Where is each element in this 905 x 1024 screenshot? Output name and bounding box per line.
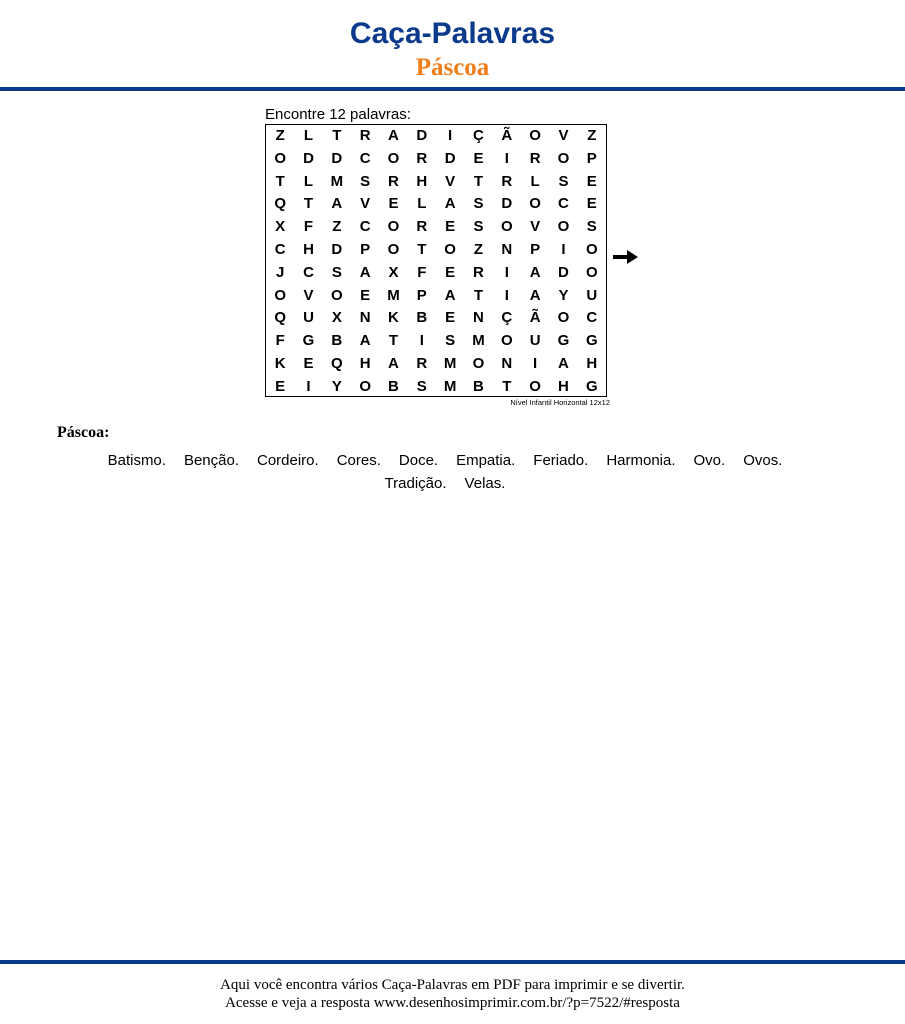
grid-cell: R <box>529 149 541 167</box>
grid-cell: T <box>473 172 484 190</box>
grid-cell: T <box>473 286 484 304</box>
grid-cell: E <box>586 172 597 190</box>
grid-cell: E <box>586 195 597 213</box>
grid-cell: V <box>303 286 314 304</box>
grid-cell: O <box>529 377 541 395</box>
grid-row <box>266 307 606 330</box>
grid-cell: Z <box>587 127 597 144</box>
grid-cell: V <box>558 127 569 144</box>
grid-cell: G <box>302 332 315 350</box>
grid-cell: L <box>530 172 540 190</box>
grid-cell: Ã <box>529 309 541 327</box>
grid-cell: A <box>359 263 371 281</box>
grid-cell: E <box>388 195 399 213</box>
grid-cell: S <box>416 377 427 395</box>
grid-cell: O <box>330 286 343 304</box>
grid-row <box>266 376 606 399</box>
grid-cell: E <box>303 355 314 372</box>
grid-cell: K <box>274 355 286 372</box>
grid-cell: Z <box>275 127 285 144</box>
grid-cell: S <box>473 195 484 213</box>
grid-cell: I <box>419 332 424 350</box>
grid-cell: A <box>359 332 371 350</box>
grid-cell: O <box>557 218 570 236</box>
grid-cell: I <box>448 127 453 144</box>
page-title: Caça-Palavras <box>349 17 556 50</box>
grid-cell: O <box>387 149 400 167</box>
grid-cell: D <box>416 127 428 144</box>
grid-cell: P <box>416 286 427 304</box>
grid-cell: H <box>558 377 569 395</box>
word-list-item: Velas. <box>464 475 506 492</box>
grid-cell: O <box>274 149 286 167</box>
grid-cell: H <box>303 241 314 258</box>
grid-cell: T <box>275 172 285 190</box>
grid-cell: P <box>530 241 541 258</box>
word-search-grid <box>265 124 607 397</box>
grid-cell: H <box>416 172 428 190</box>
grid-row <box>266 330 606 353</box>
word-list-item: Ovos. <box>743 452 783 469</box>
grid-cell: Z <box>332 218 342 236</box>
grid-cell: Y <box>558 286 569 304</box>
grid-cell: Q <box>330 355 343 372</box>
grid-cell: E <box>445 263 456 281</box>
grid-cell: O <box>585 241 598 258</box>
grid-cell: N <box>473 309 484 327</box>
grid-cell: L <box>417 195 427 213</box>
grid-cell: M <box>387 286 400 304</box>
grid-cell: D <box>331 149 343 167</box>
grid-row <box>266 193 606 216</box>
grid-cell: V <box>445 172 456 190</box>
grid-cell: M <box>443 377 457 395</box>
grid-cell: N <box>501 355 513 372</box>
grid-cell: O <box>585 263 598 281</box>
grid-cell: C <box>274 241 286 258</box>
grid-cell: I <box>504 149 509 167</box>
grid-cell: C <box>359 218 371 236</box>
grid-cell: C <box>303 263 314 281</box>
grid-cell: X <box>331 309 342 327</box>
grid-row <box>266 239 606 262</box>
grid-cell: F <box>303 218 314 236</box>
grid-cell: T <box>388 332 399 350</box>
grid-cell: E <box>360 286 371 304</box>
grid-cell: L <box>303 172 314 190</box>
grid-cell: D <box>444 149 456 167</box>
grid-cell: I <box>533 355 538 372</box>
grid-cell: T <box>332 127 342 144</box>
grid-cell: B <box>388 377 399 395</box>
grid-cell: G <box>585 332 598 350</box>
grid-cell: S <box>558 172 569 190</box>
grid-row <box>266 262 606 285</box>
grid-cell: G <box>585 377 598 395</box>
grid-cell: A <box>558 355 569 372</box>
grid-cell: A <box>529 263 541 281</box>
grid-cell: L <box>303 127 314 144</box>
grid-cell: M <box>330 172 344 190</box>
grid-cell: I <box>561 241 566 258</box>
grid-row <box>266 285 606 308</box>
grid-cell: U <box>586 286 598 304</box>
grid-cell: A <box>388 355 399 372</box>
grid-cell: E <box>445 218 456 236</box>
grid-row <box>266 171 606 194</box>
grid-cell: M <box>472 332 485 350</box>
grid-cell: I <box>504 263 509 281</box>
grid-cell: B <box>473 377 484 395</box>
grid-row <box>266 125 606 148</box>
arrow-right-icon <box>613 249 639 265</box>
grid-cell: V <box>530 218 541 236</box>
grid-cell: S <box>445 332 456 350</box>
grid-cell: T <box>303 195 314 213</box>
grid-cell: D <box>558 263 569 281</box>
grid-cell: O <box>529 195 541 213</box>
grid-cell: I <box>504 286 509 304</box>
grid-cell: Q <box>274 309 286 327</box>
grid-row <box>266 353 606 376</box>
grid-cell: O <box>472 355 485 372</box>
level-label: Nível Infantil Horizontal 12x12 <box>510 398 610 407</box>
grid-cell: S <box>473 218 484 236</box>
word-list-line-2 <box>0 474 890 494</box>
grid-cell: T <box>417 241 427 258</box>
page-subtitle: Páscoa <box>415 54 490 81</box>
grid-cell: S <box>331 263 342 281</box>
footer-text: Aqui você encontra vários Caça-Palavras em PDF para imprimir e se divertir. <box>220 977 685 993</box>
word-list-item: Ovo. <box>693 452 726 469</box>
grid-row <box>266 148 606 171</box>
grid-cell: Ç <box>473 127 484 144</box>
grid-cell: F <box>275 332 285 350</box>
grid-cell: A <box>529 286 541 304</box>
grid-cell: C <box>586 309 598 327</box>
grid-cell: H <box>359 355 371 372</box>
word-list-item: Feriado. <box>533 452 589 469</box>
grid-cell: U <box>529 332 541 350</box>
grid-cell: R <box>416 355 428 372</box>
grid-cell: A <box>388 127 399 144</box>
grid-cell: R <box>359 127 371 144</box>
grid-cell: X <box>388 263 399 281</box>
grid-cell: C <box>359 149 371 167</box>
grid-cell: H <box>586 355 598 372</box>
grid-cell: N <box>501 241 513 258</box>
grid-cell: D <box>501 195 513 213</box>
grid-cell: E <box>445 309 456 327</box>
grid-cell: J <box>275 263 285 281</box>
grid-cell: O <box>359 377 371 395</box>
grid-cell: V <box>360 195 371 213</box>
grid-cell: A <box>444 286 456 304</box>
grid-cell: R <box>416 218 428 236</box>
grid-cell: P <box>360 241 371 258</box>
top-divider <box>0 87 905 91</box>
grid-cell: O <box>557 149 570 167</box>
word-list-heading: Páscoa: <box>57 424 110 441</box>
grid-cell: D <box>303 149 314 167</box>
grid-cell: R <box>416 149 428 167</box>
grid-cell: Q <box>274 195 286 213</box>
grid-cell: R <box>501 172 513 190</box>
word-list-line-1 <box>0 451 890 471</box>
grid-cell: R <box>473 263 484 281</box>
grid-cell: O <box>444 241 456 258</box>
grid-cell: B <box>331 332 343 350</box>
word-list-item: Benção. <box>183 452 239 469</box>
grid-cell: R <box>388 172 399 190</box>
grid-cell: X <box>275 218 286 236</box>
word-list-item: Doce. <box>398 452 439 469</box>
grid-cell: I <box>306 377 311 395</box>
word-list-item: Empatia. <box>456 452 516 469</box>
grid-cell: Z <box>473 241 484 258</box>
grid-cell: T <box>502 377 512 395</box>
grid-cell: S <box>360 172 371 190</box>
grid-cell: B <box>416 309 428 327</box>
grid-cell: Y <box>331 377 342 395</box>
word-list-item: Tradição. <box>384 475 447 492</box>
grid-cell: Ã <box>501 127 513 144</box>
puzzle-instructions: Encontre 12 palavras: <box>265 106 411 123</box>
grid-cell: Ç <box>501 309 513 327</box>
grid-row <box>266 216 606 239</box>
word-list-item: Cores. <box>336 452 381 469</box>
grid-cell: A <box>331 195 343 213</box>
grid-cell: E <box>473 149 484 167</box>
grid-cell: A <box>444 195 456 213</box>
grid-cell: O <box>557 309 570 327</box>
grid-cell: C <box>558 195 569 213</box>
grid-cell: M <box>443 355 457 372</box>
grid-cell: F <box>417 263 427 281</box>
grid-cell: O <box>387 241 400 258</box>
grid-cell: O <box>500 332 513 350</box>
grid-cell: N <box>359 309 371 327</box>
word-list-item: Cordeiro. <box>257 452 319 469</box>
word-list-item: Harmonia. <box>606 452 676 469</box>
grid-cell: K <box>388 309 399 327</box>
grid-cell: U <box>303 309 314 327</box>
grid-cell: O <box>387 218 400 236</box>
grid-cell: D <box>331 241 343 258</box>
grid-cell: O <box>274 286 286 304</box>
grid-cell: G <box>557 332 570 350</box>
grid-cell: P <box>586 149 597 167</box>
grid-cell: S <box>586 218 597 236</box>
bottom-divider <box>0 960 905 964</box>
footer-link-text: Acesse e veja a resposta www.desenhosimprimir.com.br/?p=7522/#resposta <box>225 995 680 1011</box>
grid-cell: O <box>529 127 541 144</box>
grid-cell: E <box>275 377 286 395</box>
grid-cell: O <box>500 218 513 236</box>
word-list-item: Batismo. <box>107 452 166 469</box>
